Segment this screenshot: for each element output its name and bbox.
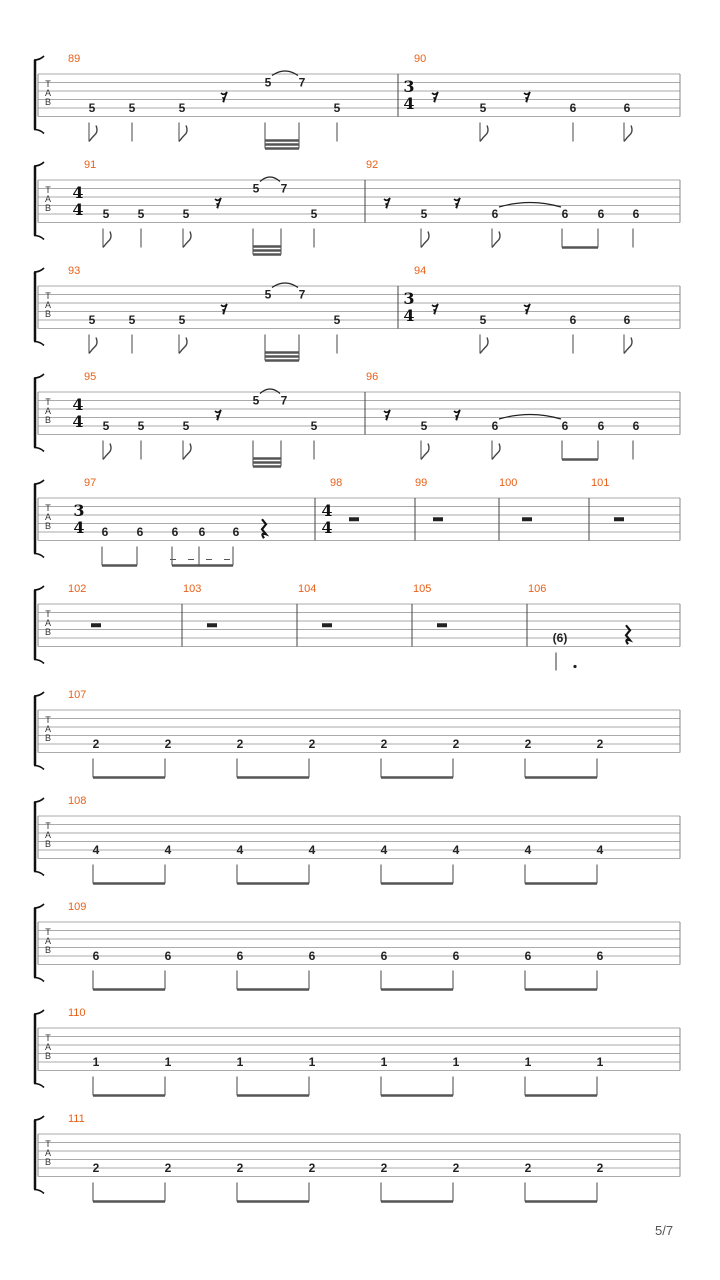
measure-number: 94 — [414, 265, 427, 277]
system-bracket-top — [34, 1116, 44, 1120]
fret-number: 5 — [88, 313, 96, 327]
fret-number: 6 — [171, 525, 179, 539]
eighth-flag — [492, 232, 500, 248]
fret-number: 2 — [92, 737, 100, 751]
system-bracket-bottom — [34, 130, 44, 134]
time-signature-top: 3 — [73, 501, 85, 520]
measure-number: 110 — [68, 1007, 86, 1019]
eighth-flag — [179, 338, 187, 354]
tab-clef-letter: T — [45, 821, 51, 831]
fret-number: 6 — [561, 207, 569, 221]
fret-number: 2 — [596, 737, 604, 751]
tab-clef-letter: B — [44, 521, 52, 531]
tab-clef-letter: B — [44, 203, 52, 213]
tie — [499, 203, 561, 208]
tie — [272, 71, 298, 76]
tab-clef-letter: T — [45, 927, 51, 937]
tie — [260, 389, 280, 394]
whole-rest — [522, 517, 532, 521]
eighth-rest: 𝄾 — [432, 302, 438, 322]
fret-number: 1 — [308, 1055, 316, 1069]
whole-rest — [207, 623, 217, 627]
time-signature-top: 3 — [403, 77, 415, 96]
fret-number: 6 — [198, 525, 206, 539]
tab-clef-letter: B — [44, 1157, 52, 1167]
whole-rest — [614, 517, 624, 521]
measure-number: 89 — [68, 53, 81, 65]
fret-number: 4 — [596, 843, 604, 857]
fret-number: 1 — [92, 1055, 100, 1069]
eighth-flag — [624, 338, 632, 354]
whole-rest — [437, 623, 447, 627]
fret-number: 4 — [236, 843, 244, 857]
fret-number: 4 — [380, 843, 388, 857]
measure-number: 101 — [591, 477, 610, 489]
fret-number: 2 — [308, 1161, 316, 1175]
fret-number: 6 — [232, 525, 240, 539]
tab-system — [34, 265, 680, 361]
fret-number: 5 — [182, 419, 190, 433]
measure-number: 104 — [298, 583, 317, 595]
fret-number: 4 — [308, 843, 316, 857]
system-bracket-top — [34, 904, 44, 908]
fret-number: 4 — [524, 843, 532, 857]
eighth-rest: 𝄾 — [384, 408, 390, 428]
fret-number: 6 — [136, 525, 144, 539]
fret-number: 5 — [420, 207, 428, 221]
system-bracket-top — [34, 374, 44, 378]
time-signature-bottom: 4 — [321, 518, 333, 537]
tab-system — [34, 371, 680, 467]
fret-number: 2 — [524, 1161, 532, 1175]
fret-number: 6 — [623, 101, 631, 115]
fret-number: 1 — [164, 1055, 172, 1069]
measure-number: 107 — [68, 689, 87, 701]
system-bracket-bottom — [34, 1084, 44, 1088]
system-bracket-top — [34, 162, 44, 166]
fret-number: 2 — [452, 737, 460, 751]
whole-rest — [433, 517, 443, 521]
fret-number: 6 — [164, 949, 172, 963]
fret-number: 6 — [101, 525, 109, 539]
system-bracket-bottom — [34, 342, 44, 346]
fret-number: 2 — [236, 1161, 244, 1175]
system-bracket-top — [34, 1010, 44, 1014]
tab-system — [34, 795, 680, 884]
eighth-rest: 𝄾 — [215, 408, 221, 428]
fret-number: 2 — [380, 1161, 388, 1175]
eighth-flag — [492, 444, 500, 460]
eighth-flag — [103, 232, 111, 248]
fret-number: 5 — [128, 313, 136, 327]
fret-number: 4 — [92, 843, 100, 857]
fret-number: 6 — [597, 207, 605, 221]
tab-system — [34, 1113, 680, 1202]
time-signature-bottom: 4 — [403, 306, 415, 325]
measure-number: 91 — [84, 159, 97, 171]
fret-number: 2 — [164, 1161, 172, 1175]
eighth-rest: 𝄾 — [221, 302, 227, 322]
measure-number: 92 — [366, 159, 379, 171]
eighth-flag — [89, 338, 97, 354]
system-bracket-bottom — [34, 1190, 44, 1194]
system-bracket-top — [34, 692, 44, 696]
fret-number: 2 — [236, 737, 244, 751]
fret-number: 6 — [491, 419, 499, 433]
tab-clef-letter: B — [44, 415, 52, 425]
tab-clef-letter: A — [44, 1148, 52, 1158]
tab-clef-letter: B — [44, 1051, 52, 1061]
time-signature-bottom: 4 — [72, 412, 84, 431]
eighth-rest: 𝄾 — [524, 90, 530, 110]
quarter-rest — [626, 625, 630, 644]
measure-number: 105 — [413, 583, 432, 595]
fret-number: 6 — [452, 949, 460, 963]
eighth-rest: 𝄾 — [215, 196, 221, 216]
fret-number: 5 — [333, 101, 341, 115]
tab-clef-letter: B — [44, 627, 52, 637]
eighth-flag — [103, 444, 111, 460]
fret-number: 5 — [264, 75, 272, 90]
tab-clef-letter: A — [44, 724, 52, 734]
quarter-rest — [262, 519, 266, 538]
tab-clef-letter: B — [44, 309, 52, 319]
fret-number: 2 — [452, 1161, 460, 1175]
fret-number: 6 — [308, 949, 316, 963]
time-signature-top: 4 — [72, 395, 84, 414]
fret-number: 6 — [236, 949, 244, 963]
fret-number: 2 — [524, 737, 532, 751]
system-bracket-bottom — [34, 554, 44, 558]
system-bracket-top — [34, 268, 44, 272]
measure-number: 99 — [415, 477, 428, 489]
eighth-flag — [480, 126, 488, 142]
fret-number: 5 — [178, 313, 186, 327]
system-bracket-bottom — [34, 236, 44, 240]
eighth-rest: 𝄾 — [384, 196, 390, 216]
fret-number: 5 — [128, 101, 136, 115]
tab-clef-letter: T — [45, 715, 51, 725]
tab-clef-letter: A — [44, 1042, 52, 1052]
tab-clef-letter: A — [44, 512, 52, 522]
fret-number: 5 — [333, 313, 341, 327]
tab-clef-letter: B — [44, 945, 52, 955]
fret-number: 1 — [524, 1055, 532, 1069]
fret-number: 5 — [479, 313, 487, 327]
system-bracket-top — [34, 798, 44, 802]
fret-number: 5 — [310, 419, 318, 433]
fret-number: 7 — [298, 287, 306, 302]
tab-system — [34, 1007, 680, 1096]
eighth-flag — [183, 232, 191, 248]
measure-number: 111 — [68, 1113, 85, 1125]
measure-number: 98 — [330, 477, 343, 489]
measure-number: 93 — [68, 265, 81, 277]
time-signature-bottom: 4 — [403, 94, 415, 113]
eighth-rest: 𝄾 — [454, 196, 460, 216]
system-bracket-top — [34, 586, 44, 590]
measure-number: 95 — [84, 371, 97, 383]
tab-clef-letter: A — [44, 618, 52, 628]
tab-clef-letter: T — [45, 1139, 51, 1149]
measure-number: 90 — [414, 53, 427, 65]
fret-number: 1 — [236, 1055, 244, 1069]
eighth-flag — [624, 126, 632, 142]
fret-number: 7 — [298, 75, 306, 90]
tab-clef-letter: T — [45, 291, 51, 301]
tab-clef-letter: B — [44, 733, 52, 743]
eighth-flag — [421, 444, 429, 460]
fret-number: 5 — [137, 207, 145, 221]
measure-number: 102 — [68, 583, 87, 595]
tab-system — [34, 689, 680, 778]
ghost-fret-number: (6) — [552, 631, 568, 645]
fret-number: 5 — [252, 393, 260, 408]
measure-number: 96 — [366, 371, 379, 383]
fret-number: 7 — [280, 181, 288, 196]
measure-number: 109 — [68, 901, 87, 913]
fret-number: 5 — [420, 419, 428, 433]
fret-number: 2 — [380, 737, 388, 751]
tab-system — [34, 583, 680, 671]
fret-number: 1 — [452, 1055, 460, 1069]
time-signature-top: 3 — [403, 289, 415, 308]
measure-number: 106 — [528, 583, 547, 595]
tab-clef-letter: T — [45, 503, 51, 513]
fret-number: 2 — [92, 1161, 100, 1175]
fret-number: 5 — [264, 287, 272, 302]
measure-number: 103 — [183, 583, 202, 595]
fret-number: 6 — [569, 101, 577, 115]
fret-number: 2 — [164, 737, 172, 751]
tab-clef-letter: A — [44, 88, 52, 98]
tab-clef-letter: T — [45, 397, 51, 407]
system-bracket-top — [34, 480, 44, 484]
fret-number: 6 — [632, 419, 640, 433]
measure-number: 97 — [84, 477, 97, 489]
tab-clef-letter: T — [45, 1033, 51, 1043]
tab-clef-letter: T — [45, 185, 51, 195]
eighth-rest: 𝄾 — [221, 90, 227, 110]
tab-system — [34, 53, 680, 149]
fret-number: 4 — [164, 843, 172, 857]
fret-number: 5 — [479, 101, 487, 115]
fret-number: 6 — [632, 207, 640, 221]
augmentation-dot — [573, 665, 576, 668]
fret-number: 6 — [561, 419, 569, 433]
fret-number: 5 — [102, 207, 110, 221]
fret-number: 6 — [380, 949, 388, 963]
tie — [272, 283, 298, 288]
eighth-flag — [179, 126, 187, 142]
tab-clef-letter: A — [44, 194, 52, 204]
fret-number: 5 — [182, 207, 190, 221]
time-signature-top: 4 — [72, 183, 84, 202]
fret-number: 2 — [596, 1161, 604, 1175]
whole-rest — [322, 623, 332, 627]
tab-system — [34, 159, 680, 255]
tie — [260, 177, 280, 182]
fret-number: 6 — [623, 313, 631, 327]
time-signature-bottom: 4 — [72, 200, 84, 219]
page-number: 5/7 — [655, 1223, 674, 1238]
fret-number: 5 — [252, 181, 260, 196]
tab-clef-letter: A — [44, 406, 52, 416]
tab-clef-letter: T — [45, 609, 51, 619]
fret-number: 7 — [280, 393, 288, 408]
eighth-flag — [183, 444, 191, 460]
whole-rest — [349, 517, 359, 521]
fret-number: 1 — [380, 1055, 388, 1069]
tie — [499, 415, 561, 420]
fret-number: 1 — [596, 1055, 604, 1069]
system-bracket-top — [34, 56, 44, 60]
fret-number: 6 — [92, 949, 100, 963]
eighth-rest: 𝄾 — [524, 302, 530, 322]
eighth-flag — [421, 232, 429, 248]
tab-clef-letter: B — [44, 839, 52, 849]
time-signature-top: 4 — [321, 501, 333, 520]
eighth-rest: 𝄾 — [432, 90, 438, 110]
fret-number: 6 — [491, 207, 499, 221]
time-signature-bottom: 4 — [73, 518, 85, 537]
fret-number: 4 — [452, 843, 460, 857]
measure-number: 100 — [499, 477, 518, 489]
fret-number: 6 — [569, 313, 577, 327]
fret-number: 6 — [596, 949, 604, 963]
fret-number: 2 — [308, 737, 316, 751]
system-bracket-bottom — [34, 872, 44, 876]
tab-clef-letter: A — [44, 300, 52, 310]
fret-number: 5 — [102, 419, 110, 433]
tab-clef-letter: A — [44, 830, 52, 840]
tab-system — [34, 901, 680, 990]
tab-system — [34, 477, 680, 566]
eighth-rest: 𝄾 — [454, 408, 460, 428]
eighth-flag — [89, 126, 97, 142]
system-bracket-bottom — [34, 978, 44, 982]
fret-number: 6 — [597, 419, 605, 433]
fret-number: 5 — [178, 101, 186, 115]
fret-number: 5 — [88, 101, 96, 115]
system-bracket-bottom — [34, 660, 44, 664]
tab-clef-letter: T — [45, 79, 51, 89]
whole-rest — [91, 623, 101, 627]
system-bracket-bottom — [34, 448, 44, 452]
tab-clef-letter: B — [44, 97, 52, 107]
measure-number: 108 — [68, 795, 87, 807]
fret-number: 6 — [524, 949, 532, 963]
tab-clef-letter: A — [44, 936, 52, 946]
eighth-flag — [480, 338, 488, 354]
fret-number: 5 — [310, 207, 318, 221]
fret-number: 5 — [137, 419, 145, 433]
system-bracket-bottom — [34, 766, 44, 770]
